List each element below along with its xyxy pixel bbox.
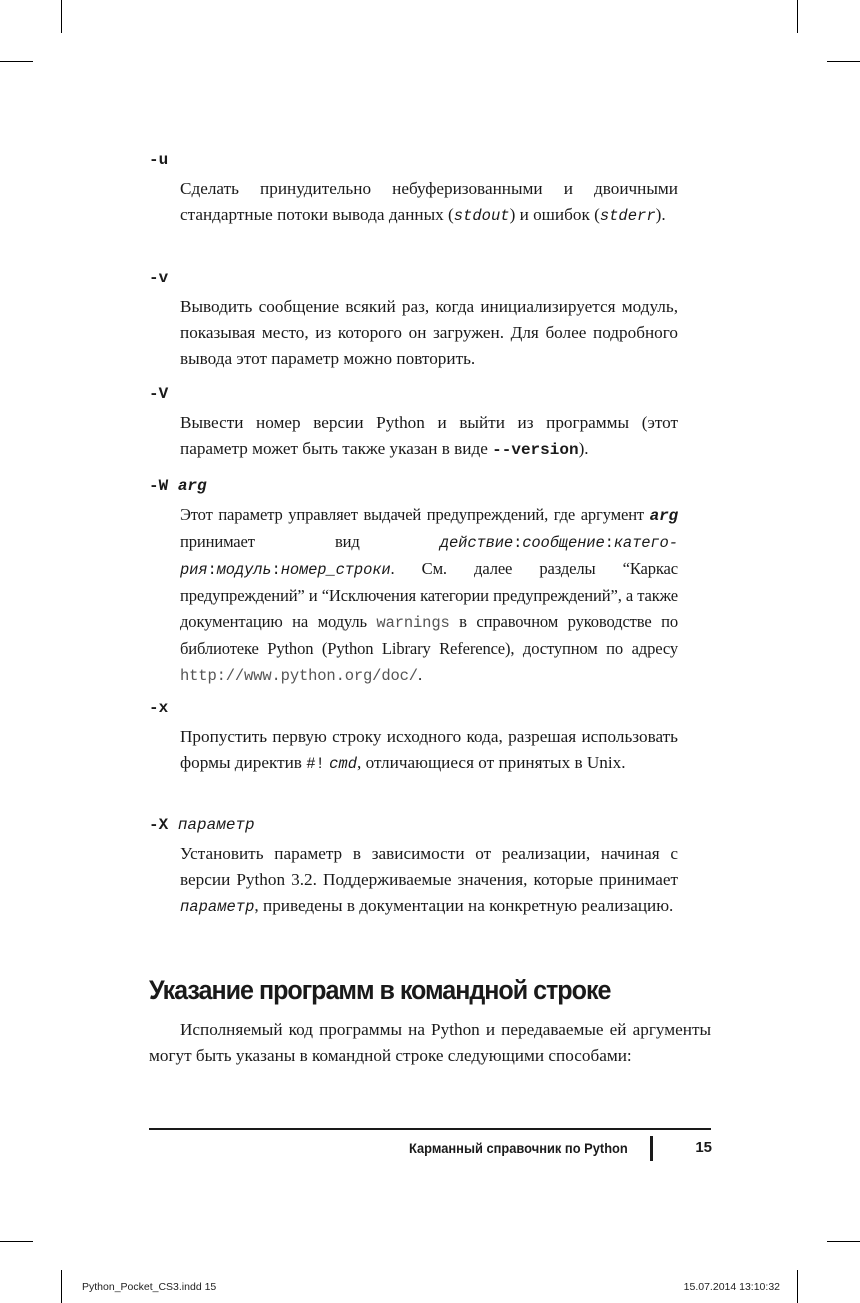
crop-mark [61, 0, 62, 33]
footer-divider [650, 1136, 653, 1161]
footer-rule [149, 1128, 711, 1130]
option-description [180, 841, 678, 920]
text-run: Сделать принудительно небуферизованными и двоичными стандартные потоки вывода данных ( [180, 179, 678, 224]
text-run: Этот параметр управляет выдачей предупреждений, где аргумент [180, 505, 650, 524]
crop-mark [0, 1241, 33, 1242]
inline-code: cmd [329, 755, 358, 773]
section-paragraph: Исполняемый код программы на Python и передаваемые ей аргументы могут быть указаны в командной строке следующими способами: [149, 1020, 711, 1065]
inline-code: arg [649, 507, 678, 525]
option-term: -v [149, 269, 169, 287]
text-run: , приведены в документации на конкретную реализацию. [254, 896, 674, 915]
option-x-lower [149, 698, 709, 771]
inline-code: параметр [180, 898, 255, 916]
option-u [149, 150, 709, 223]
inline-code: #! [306, 755, 325, 773]
option-argument: параметр [177, 816, 255, 834]
crop-mark [827, 1241, 860, 1242]
option-description [180, 410, 678, 463]
inline-code: категория [180, 534, 678, 579]
inline-code: модуль [216, 561, 272, 579]
text-run: Установить параметр в зависимости от реализации, начиная с версии Python 3.2. Поддерживаемые значения, которые принимает [180, 844, 678, 889]
running-footer-title: Карманный справочник по Python [409, 1140, 628, 1156]
option-description [180, 294, 678, 372]
option-v-upper [149, 384, 709, 457]
option-term: -u [149, 151, 169, 169]
inline-code: stdout [453, 207, 510, 225]
inline-code: http://www.python.org/doc/ [180, 667, 418, 685]
page-number: 15 [695, 1139, 712, 1156]
text-run: Выводить сообщение всякий раз, когда инициализируется модуль, показывая место, из которого он загружен. Для более подробного вывода этот параметр можно повторить. [180, 297, 678, 368]
inline-code: номер_строки [280, 561, 391, 579]
option-argument: arg [177, 477, 207, 495]
inline-code: stderr [599, 207, 656, 225]
inline-code: : [207, 561, 217, 579]
option-w [149, 476, 709, 683]
text-run: Пропустить первую строку исходного кода, разрешая использовать формы директив [180, 727, 678, 772]
section-heading: Указание программ в командной строке [149, 975, 611, 1005]
text-run: принимает вид [180, 532, 440, 551]
option-v-lower [149, 268, 709, 366]
option-description [180, 724, 678, 777]
text-run: ). [655, 205, 666, 224]
option-term: -X параметр [149, 816, 255, 834]
option-description [180, 176, 678, 229]
inline-code: : [604, 534, 614, 552]
slug-file: Python_Pocket_CS3.indd 15 [82, 1281, 217, 1293]
inline-code: --version [492, 441, 579, 459]
text-run: . См. далее разделы “Каркас предупреждений” и “Исключения категории предупреждений”, а также документацию на модуль [180, 559, 678, 631]
option-term: -x [149, 699, 169, 717]
crop-mark [797, 0, 798, 33]
inline-code: : [513, 534, 523, 552]
crop-mark [61, 1270, 62, 1303]
option-term: -V [149, 385, 169, 403]
text-run: в справочном руководстве по библиотеке Python (Python Library Reference), доступном по адресу [180, 612, 679, 658]
crop-mark [797, 1270, 798, 1303]
text-run: . [417, 665, 422, 684]
inline-code: warnings [376, 614, 450, 632]
crop-mark [827, 61, 860, 62]
text-run: ). [578, 439, 589, 458]
option-description [180, 502, 678, 689]
text-run: Вывести номер версии Python и выйти из программы (этот параметр может быть также указан в виде [180, 413, 678, 458]
inline-code: действие [439, 534, 514, 552]
text-run: , отличающиеся от принятых в Unix. [357, 753, 626, 772]
option-x-upper [149, 815, 709, 914]
text-run: ) и ошибок ( [509, 205, 600, 224]
inline-code: сообщение [522, 534, 605, 552]
option-term: -W arg [149, 477, 207, 495]
inline-code: : [271, 561, 281, 579]
crop-mark [0, 61, 33, 62]
slug-timestamp: 15.07.2014 13:10:32 [683, 1281, 780, 1293]
